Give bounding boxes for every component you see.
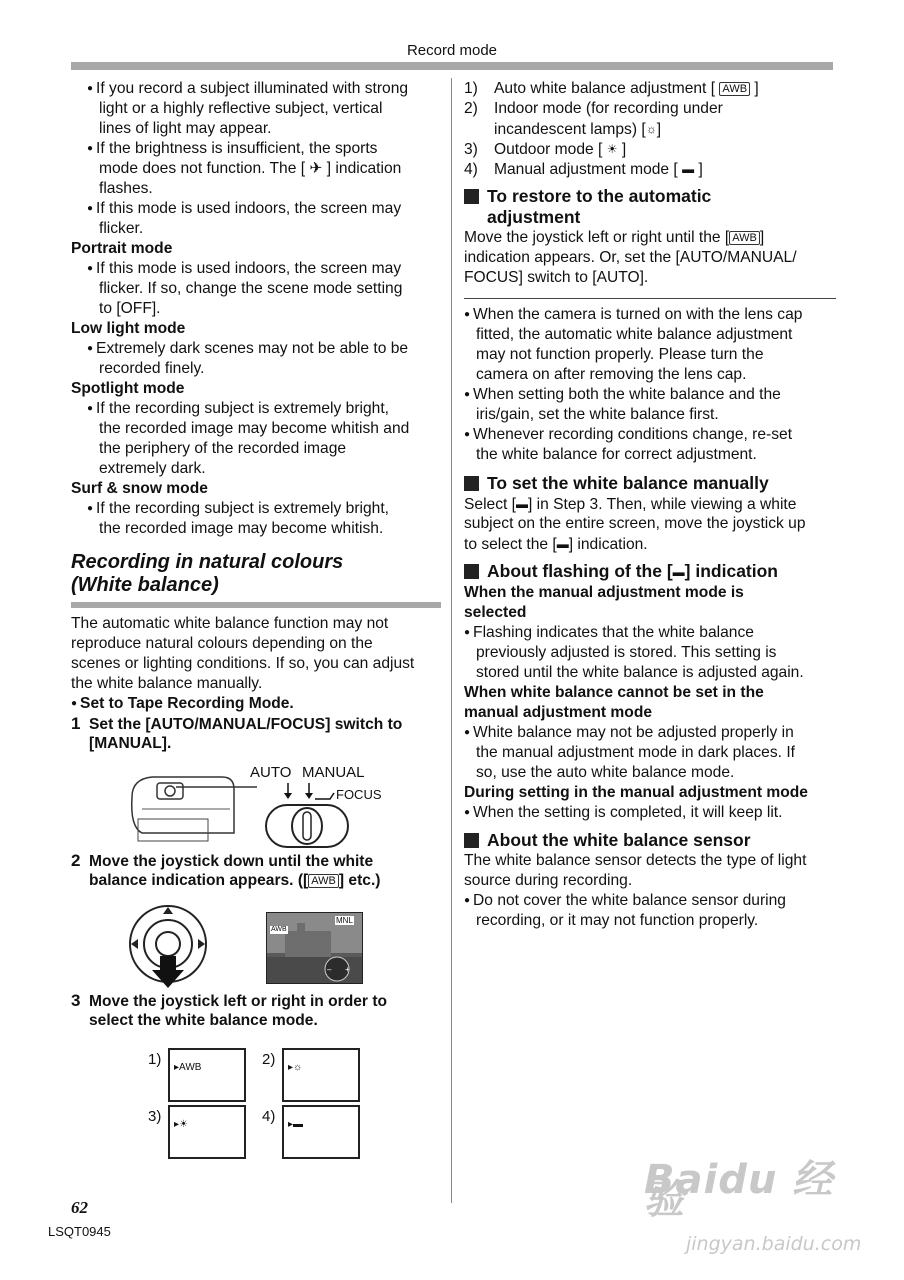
square-bullet-icon	[464, 564, 479, 579]
mode-3-icon: ▸☀	[174, 1119, 188, 1130]
square-bullet-icon	[464, 833, 479, 848]
camera-switch-figure	[122, 757, 392, 852]
mode-1-label: 1)	[148, 1051, 162, 1068]
right-column	[464, 79, 836, 931]
mode-2-box	[282, 1048, 360, 1102]
svg-text:+: +	[345, 965, 350, 974]
section-title: Recording in natural colours (White balance)	[71, 551, 344, 596]
mode-3-box	[168, 1105, 246, 1159]
switch-label-focus: FOCUS	[336, 787, 382, 802]
step-3: 3 Move the joystick left or right in order to select the white balance mode.	[71, 991, 388, 1029]
mode-1-box	[168, 1048, 246, 1102]
header-bar	[71, 62, 833, 70]
portrait-heading: Portrait mode	[71, 240, 173, 257]
flashing-section: About flashing of the [▬] indication When the manual adjustment mode is selected ● Flashing indicates that the white balance previously adjusted is stored. This setting is stored until the white balance is adjusted again. When white balance cannot be set in the manual adjustment mode ● White balance may not be adjusted properly in the manual adjustment mode in dark places. If so, use the auto white balance mode. During setting in the manual adjustment mode ● When the setting is completed, it will keep lit.	[464, 561, 836, 823]
intro-paragraph: The automatic white balance function may not reproduce natural colours depending on the scenes or lighting conditions. If so, you can adjust the white balance manually.	[71, 615, 415, 692]
joystick-icon	[126, 904, 216, 990]
lowlight-bullet: ● Extremely dark scenes may not be able to be recorded finely.	[71, 339, 441, 379]
spotlight-bullet: ● If the recording subject is extremely bright, the recorded image may become whitish and the periphery of the recorded image extremely dark.	[71, 399, 441, 479]
svg-text:–: –	[327, 965, 332, 974]
mode-4-box	[282, 1105, 360, 1159]
lcd-mnl-badge: MNL	[336, 916, 353, 925]
lcd-preview	[266, 912, 363, 984]
portrait-bullet: ● If this mode is used indoors, the screen may flicker. If so, change the scene mode setting to [OFF].	[71, 259, 441, 319]
mode-1-icon: ▸AWB	[174, 1062, 202, 1073]
manual-section: To set the white balance manually Select [▬] in Step 3. Then, while viewing a white subject on the entire screen, move the joystick up to select the [▬] indication.	[464, 473, 806, 553]
awb-icon: AWB	[729, 231, 760, 245]
watermark-url: jingyan.baidu.com	[686, 1233, 862, 1255]
section-bar	[71, 602, 441, 608]
mode-4-icon: ▸▬	[288, 1119, 304, 1130]
mode-2-label: 2)	[262, 1051, 276, 1068]
spotlight-heading: Spotlight mode	[71, 380, 185, 397]
manual-wb-icon: ▬	[516, 497, 529, 511]
sports-bullet-3: ● If this mode is used indoors, the screen may flicker.	[71, 199, 441, 239]
sports-bullet-1: ● If you record a subject illuminated with strong light or a highly reflective subject, vertical lines of light may appear.	[71, 79, 441, 139]
incandescent-icon: ☼	[645, 122, 657, 136]
mode-3-label: 3)	[148, 1108, 162, 1125]
mode-list: 1) Auto white balance adjustment [ AWB ] 2) Indoor mode (for recording under incandescent lamps) [☼] 3) Outdoor mode [ ☀ ] 4) Manual adjustment mode [ ▬ ]	[464, 80, 759, 178]
square-bullet-icon	[464, 189, 479, 204]
notes: ● When the camera is turned on with the lens cap fitted, the automatic white balance adjustment may not function properly. Please turn the camera on after removing the lens cap. ● When setting both the white balance and the iris/gain, set the white balance first. ● Whenever recording conditions change, re-set the white balance for correct adjustment.	[464, 305, 836, 465]
manual-wb-icon: ▬	[672, 565, 685, 579]
left-column	[71, 79, 441, 754]
lowlight-heading: Low light mode	[71, 320, 186, 337]
awb-icon: AWB	[308, 874, 339, 888]
baidu-watermark	[644, 1157, 874, 1270]
switch-label-auto: AUTO	[250, 764, 292, 781]
lcd-awb-badge: AWB	[271, 926, 287, 933]
awb-icon: AWB	[719, 82, 750, 96]
step-2: 2 Move the joystick down until the white balance indication appears. ([ AWB ] etc.)	[71, 851, 381, 889]
square-bullet-icon	[464, 476, 479, 491]
model-code: LSQT0945	[48, 1224, 111, 1239]
sensor-section: About the white balance sensor The white balance sensor detects the type of light source during recording. ● Do not cover the white balance sensor during recording, or it may not function properly.	[464, 830, 836, 931]
restore-section: To restore to the automatic adjustment Move the joystick left or right until the [ AWB ] indication appears. Or, set the [AUTO/MANUAL/ FOCUS] switch to [AUTO].	[464, 186, 797, 286]
divider-rule	[464, 298, 836, 299]
page-number: 62	[71, 1198, 88, 1217]
surf-bullet: ● If the recording subject is extremely bright, the recorded image may become whitish.	[71, 499, 441, 539]
page-header-title: Record mode	[406, 42, 498, 59]
switch-label-manual: MANUAL	[302, 764, 365, 781]
step-1: 1 Set the [AUTO/MANUAL/FOCUS] switch to [MANUAL].	[71, 714, 403, 752]
manual-wb-icon: ▬	[556, 537, 569, 551]
sun-icon: ☀	[606, 142, 618, 156]
manual-wb-icon: ▬	[682, 162, 695, 176]
set-tape-instruction: ● Set to Tape Recording Mode.	[71, 694, 441, 714]
sports-bullet-2: ● If the brightness is insufficient, the sports mode does not function. The [ ✈ ] indication flashes.	[71, 139, 441, 199]
surf-heading: Surf & snow mode	[71, 480, 208, 497]
column-divider	[451, 78, 452, 1203]
mode-2-icon: ▸☼	[288, 1062, 303, 1073]
mode-4-label: 4)	[262, 1108, 276, 1125]
watermark-logo: Baidu 经验	[644, 1157, 834, 1223]
